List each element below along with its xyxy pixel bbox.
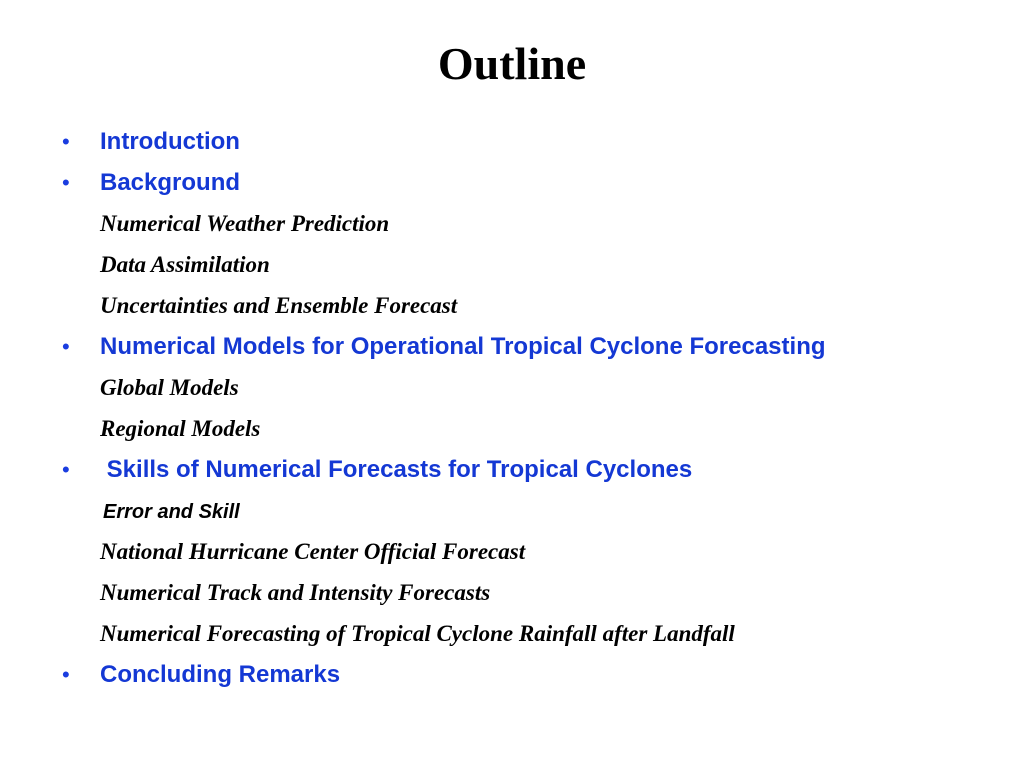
subitem-nhc-official-forecast: National Hurricane Center Official Forecast bbox=[100, 539, 526, 564]
section-heading-background: Background bbox=[100, 169, 241, 196]
bullet-icon: • bbox=[62, 457, 70, 482]
subitem-global-models: Global Models bbox=[100, 375, 239, 400]
subitem-regional-models: Regional Models bbox=[100, 416, 261, 441]
subitem-uncertainties-ensemble-forecast: Uncertainties and Ensemble Forecast bbox=[100, 293, 458, 318]
bullet-icon: • bbox=[62, 129, 70, 154]
subitem-data-assimilation: Data Assimilation bbox=[100, 252, 270, 277]
section-heading-numerical-models: Numerical Models for Operational Tropical Cyclone Forecasting bbox=[100, 333, 826, 360]
subitem-track-intensity-forecasts: Numerical Track and Intensity Forecasts bbox=[100, 580, 491, 605]
section-heading-introduction: Introduction bbox=[100, 128, 240, 155]
slide-title: Outline bbox=[437, 38, 587, 89]
section-heading-concluding-remarks: Concluding Remarks bbox=[100, 661, 341, 688]
subitem-error-and-skill: Error and Skill bbox=[103, 501, 240, 523]
subitem-numerical-weather-prediction: Numerical Weather Prediction bbox=[100, 211, 390, 236]
section-heading-skills: Skills of Numerical Forecasts for Tropical Cyclones bbox=[100, 456, 693, 483]
bullet-icon: • bbox=[62, 662, 70, 687]
subitem-rainfall-after-landfall: Numerical Forecasting of Tropical Cyclone Rainfall after Landfall bbox=[100, 621, 735, 646]
bullet-icon: • bbox=[62, 170, 70, 195]
bullet-icon: • bbox=[62, 334, 70, 359]
